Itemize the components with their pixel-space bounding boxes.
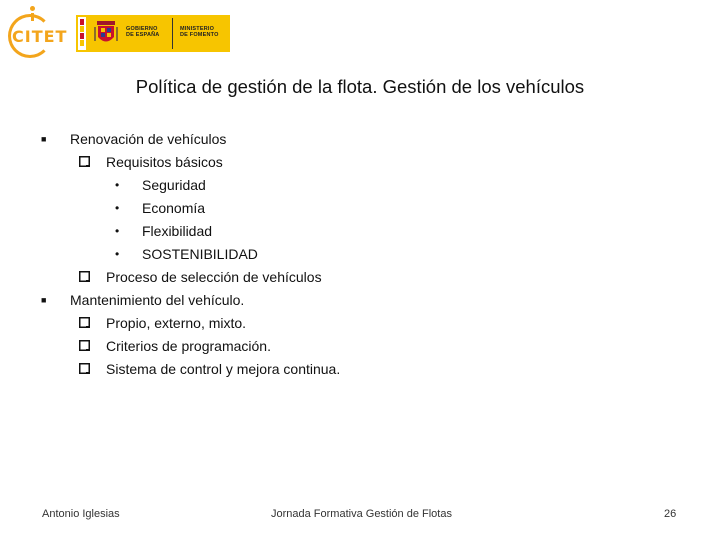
- list-item: Propio, externo, mixto.: [106, 315, 247, 331]
- list-item: Flexibilidad: [142, 223, 213, 239]
- checkbox-bullet-icon: [79, 271, 90, 282]
- gobierno-ministerio-logo: [76, 15, 230, 52]
- citet-logo-text: CITET: [12, 27, 68, 46]
- checkbox-bullet-icon: [79, 317, 90, 328]
- dot-bullet-icon: •: [115, 201, 120, 215]
- dot-bullet-icon: •: [115, 224, 120, 238]
- gobierno-text: GOBIERNO DE ESPAÑA: [126, 26, 160, 38]
- citet-logo: [6, 6, 68, 58]
- footer-author: Antonio Iglesias: [42, 508, 120, 520]
- checkbox-bullet-icon: [79, 363, 90, 374]
- coat-of-arms-icon: [94, 21, 118, 46]
- square-bullet-icon: ■: [41, 295, 47, 305]
- square-bullet-icon: ■: [41, 134, 47, 144]
- list-item: SOSTENIBILIDAD: [142, 246, 258, 262]
- list-item: Requisitos básicos: [106, 154, 223, 170]
- dot-bullet-icon: •: [115, 247, 120, 261]
- list-item: Proceso de selección de vehículos: [106, 269, 322, 285]
- checkbox-bullet-icon: [79, 340, 90, 351]
- footer-page-number: 26: [664, 508, 677, 520]
- dot-bullet-icon: •: [115, 178, 120, 192]
- list-item: Seguridad: [142, 177, 206, 193]
- checkbox-bullet-icon: [79, 156, 90, 167]
- list-item: Sistema de control y mejora continua.: [106, 361, 341, 377]
- list-item: Criterios de programación.: [106, 338, 271, 354]
- list-item: Mantenimiento del vehículo.: [70, 292, 245, 308]
- footer-event: Jornada Formativa Gestión de Flotas: [271, 508, 452, 520]
- list-item: Economía: [142, 200, 206, 216]
- list-item: Renovación de vehículos: [70, 131, 227, 147]
- ministerio-text: MINISTERIO DE FOMENTO: [180, 26, 219, 38]
- slide-title: Política de gestión de la flota. Gestión de los vehículos: [135, 76, 585, 97]
